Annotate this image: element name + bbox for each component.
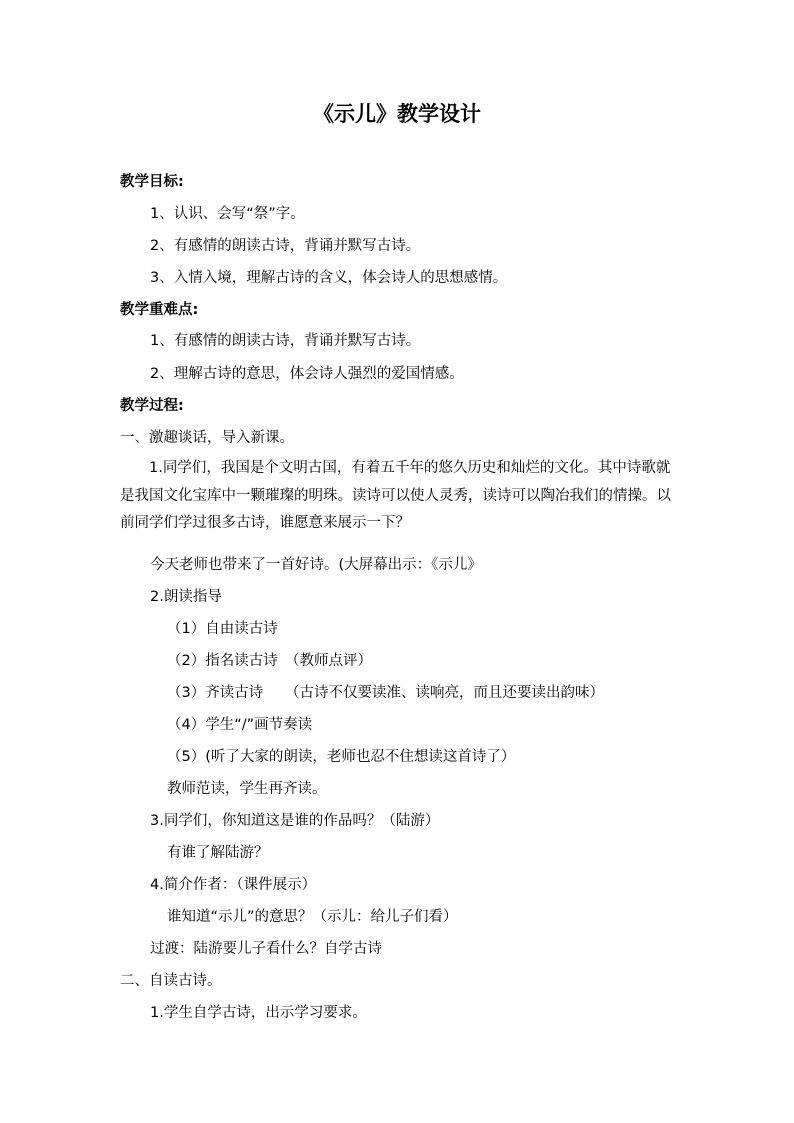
key-points-heading: 教学重难点: (120, 302, 199, 318)
paragraph-line: 2.朗读指导 (150, 589, 222, 605)
paragraph-line: 3.同学们，你知道这是谁的作品吗？（陆游） (150, 813, 440, 829)
paragraph-line: 有谁了解陆游？ (167, 845, 269, 861)
key-point-item: 1、有感情的朗读古诗，背诵并默写古诗。 (150, 333, 421, 349)
reading-step: （2）指名读古诗 （教师点评） (167, 653, 372, 669)
section-one-heading: 一、激趣谈话，导入新课。 (120, 430, 294, 446)
reading-step: （4）学生“/”画节奏读 (167, 717, 313, 733)
paragraph-line: 今天老师也带来了一首好诗。(大屏幕出示：《示儿》 (150, 557, 482, 573)
reading-step: （3）齐读古诗 （古诗不仅要读准、读响亮，而且还要读出韵味） (167, 685, 604, 701)
paragraph-line: 4.简介作者：（课件展示） (150, 877, 317, 893)
key-point-item: 2、理解古诗的意思，体会诗人强烈的爱国情感。 (150, 366, 464, 382)
goal-item: 2、有感情的朗读古诗，背诵并默写古诗。 (150, 238, 421, 254)
goal-item: 1、认识、会写“祭”字。 (150, 206, 305, 222)
reading-step: （5）(听了大家的朗读，老师也忍不住想读这首诗了） (167, 749, 516, 765)
reading-step: 教师范读，学生再齐读。 (167, 781, 327, 797)
intro-paragraph: 1.同学们，我国是个文明古国，有着五千年的悠久历史和灿烂的文化。其中诗歌就是我国文化宝库中一颗璀璨的明珠。读诗可以使人灵秀，读诗可以陶冶我们的情操。以前同学们学过很多古诗，谁愿意来展示一下？ (120, 460, 671, 531)
reading-step: （1）自由读古诗 (167, 621, 278, 637)
section-two-heading: 二、自读古诗。 (120, 973, 222, 989)
page-title: 《示儿》教学设计 (313, 102, 481, 126)
paragraph-line: 过渡：陆游要儿子看什么？自学古诗 (150, 941, 382, 957)
process-heading: 教学过程: (120, 398, 184, 414)
goal-item: 3、入情入境，理解古诗的含义，体会诗人的思想感情。 (150, 270, 508, 286)
paragraph-line: 1.学生自学古诗，出示学习要求。 (150, 1005, 367, 1021)
paragraph-line: 谁知道“示儿”的意思？（示儿：给儿子们看） (167, 909, 458, 925)
goals-heading: 教学目标: (120, 174, 184, 190)
